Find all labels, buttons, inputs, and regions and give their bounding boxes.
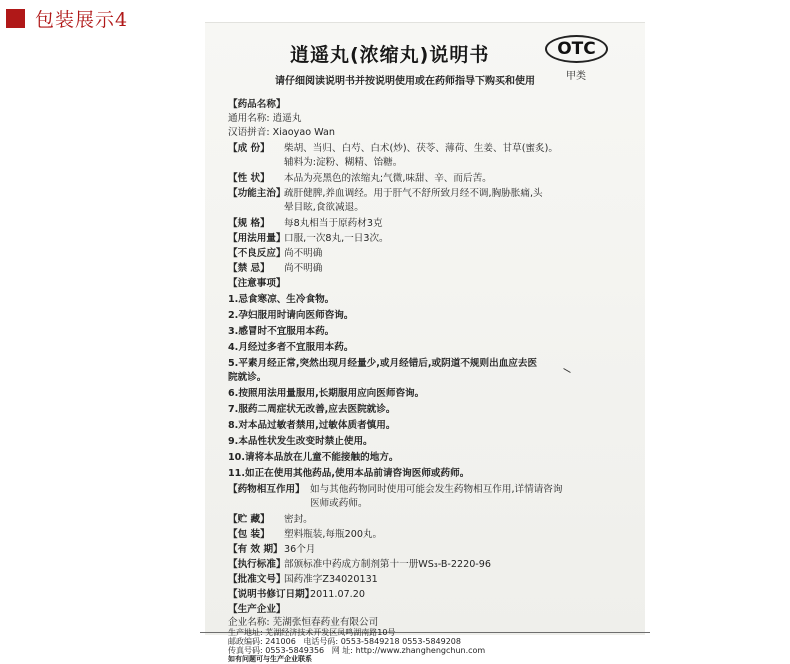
indications-row [228, 185, 543, 199]
properties: 本品为亮黑色的浓缩丸;气微,味甜、辛、而后苦。 [284, 173, 492, 184]
storage-row [228, 511, 313, 525]
phone: 0553-5849218 0553-5849208 [340, 637, 461, 646]
otc-logo [545, 35, 608, 63]
caution-item: 5.平素月经正常,突然出现月经量少,或月经错后,或阴道不规则出血应去医 [228, 358, 538, 369]
caution-item: 11.如正在使用其他药品,使用本品前请咨询医师或药师。 [228, 468, 470, 479]
caution-item: 院就诊。 [228, 372, 267, 383]
address: 芜湖经济技术开发区凤鸣湖南路10号 [265, 628, 396, 637]
revision: 2011.07.20 [310, 589, 365, 600]
properties-label: 【性 状】 [228, 173, 270, 184]
adverse-row [228, 245, 322, 259]
contra-row [228, 260, 322, 274]
section-header [6, 6, 128, 30]
cautions-header: 【注意事项】 [228, 278, 286, 289]
indications-label: 【功能主治】 [228, 188, 286, 199]
caution-item: 10.请将本品放在儿童不能接触的地方。 [228, 452, 399, 463]
company-label: 企业名称: [228, 617, 270, 628]
package: 塑料瓶装,每瓶200丸。 [284, 529, 383, 540]
otc-class: 甲类 [566, 71, 586, 82]
composition-label: 【成 份】 [228, 143, 270, 154]
caution-item: 6.按照用法用量服用,长期服用应向医师咨询。 [228, 388, 425, 399]
leaflet-title: 逍遥丸(浓缩丸)说明书 [290, 44, 490, 66]
validity-label: 【有 效 期】 [228, 544, 283, 555]
composition: 柴胡、当归、白芍、白术(炒)、茯苓、薄荷、生姜、甘草(蜜炙)。 [284, 143, 559, 154]
company: 芜湖张恒春药业有限公司 [272, 617, 379, 628]
caution-item: 4.月经过多者不宜服用本药。 [228, 342, 354, 353]
validity: 36个月 [284, 544, 316, 555]
generic-name: 逍遥丸 [272, 113, 302, 124]
header-marker [6, 9, 25, 28]
leaflet-subtitle: 请仔细阅读说明书并按说明使用或在药师指导下购买和使用 [275, 76, 535, 87]
interaction-label: 【药物相互作用】 [228, 484, 305, 495]
spec-label: 【规 格】 [228, 218, 270, 229]
contact-note: 如有问题可与生产企业联系 [228, 655, 312, 663]
postcode-label: 邮政编码: [228, 637, 263, 646]
usage-label: 【用法用量】 [228, 233, 286, 244]
revision-label: 【说明书修订日期】 [228, 589, 315, 600]
fax-label: 传真号码: [228, 646, 263, 655]
caution-item: 9.本品性状发生改变时禁止使用。 [228, 436, 373, 447]
caution-item: 1.忌食寒凉、生冷食物。 [228, 294, 335, 305]
pinyin-row [228, 124, 335, 138]
caution-item: 3.感冒时不宜服用本药。 [228, 326, 335, 337]
standard: 部颁标准中药成方制剂第十一册WS₃-B-2220-96 [284, 559, 491, 570]
web-label: 网 址: [331, 646, 354, 655]
usage-row [228, 230, 389, 244]
company-row [228, 614, 378, 628]
usage: 口服,一次8丸,一日3次。 [284, 233, 389, 244]
drug-name-header: 【药品名称】 [228, 99, 286, 110]
indications-line-1: 疏肝健脾,养血调经。用于肝气不舒所致月经不调,胸胁胀痛,头 [284, 188, 543, 199]
approval-label: 【批准文号】 [228, 574, 286, 585]
approval: 国药准字Z34020131 [284, 574, 378, 585]
phone-label: 电话号码: [303, 637, 339, 646]
adverse: 尚不明确 [284, 248, 323, 259]
pinyin-label: 汉语拼音: [228, 127, 270, 138]
approval-row [228, 571, 378, 585]
manufacturer-header: 【生产企业】 [228, 604, 286, 615]
properties-row [228, 170, 492, 184]
address-label: 生产地址: [228, 628, 263, 637]
interaction-line-2: 医师或药师。 [310, 498, 368, 509]
package-row [228, 526, 382, 540]
interaction-row [228, 481, 563, 495]
validity-row [228, 541, 315, 555]
web: http://www.zhanghengchun.com [355, 646, 486, 655]
caution-item: 2.孕妇服用时请向医师咨询。 [228, 310, 354, 321]
revision-row [228, 586, 365, 600]
storage-label: 【贮 藏】 [228, 514, 270, 525]
contra: 尚不明确 [284, 263, 323, 274]
interaction-line-1: 如与其他药物同时使用可能会发生药物相互作用,详情请咨询 [310, 484, 563, 495]
caution-item: 7.服药二周症状无改善,应去医院就诊。 [228, 404, 396, 415]
generic-name-row [228, 110, 301, 124]
otc-text: OTC [557, 39, 596, 59]
generic-name-label: 通用名称: [228, 113, 270, 124]
spec-row [228, 215, 383, 229]
postcode: 241006 [265, 637, 296, 646]
standard-label: 【执行标准】 [228, 559, 286, 570]
fax: 0553-5849356 [265, 646, 325, 655]
header-title: 包装展示4 [35, 8, 129, 31]
adverse-label: 【不良反应】 [228, 248, 286, 259]
indications-line-2: 晕目眩,食欲减退。 [284, 202, 364, 213]
contra-label: 【禁 忌】 [228, 263, 270, 274]
spec: 每8丸相当于原药材3克 [284, 218, 383, 229]
standard-row [228, 556, 491, 570]
caution-item: 8.对本品过敏者禁用,过敏体质者慎用。 [228, 420, 396, 431]
package-label: 【包 装】 [228, 529, 270, 540]
storage: 密封。 [284, 514, 313, 525]
excipients: 辅料为:淀粉、糊精、饴糖。 [284, 157, 403, 168]
composition-row [228, 140, 558, 154]
pinyin: Xiaoyao Wan [272, 127, 335, 138]
